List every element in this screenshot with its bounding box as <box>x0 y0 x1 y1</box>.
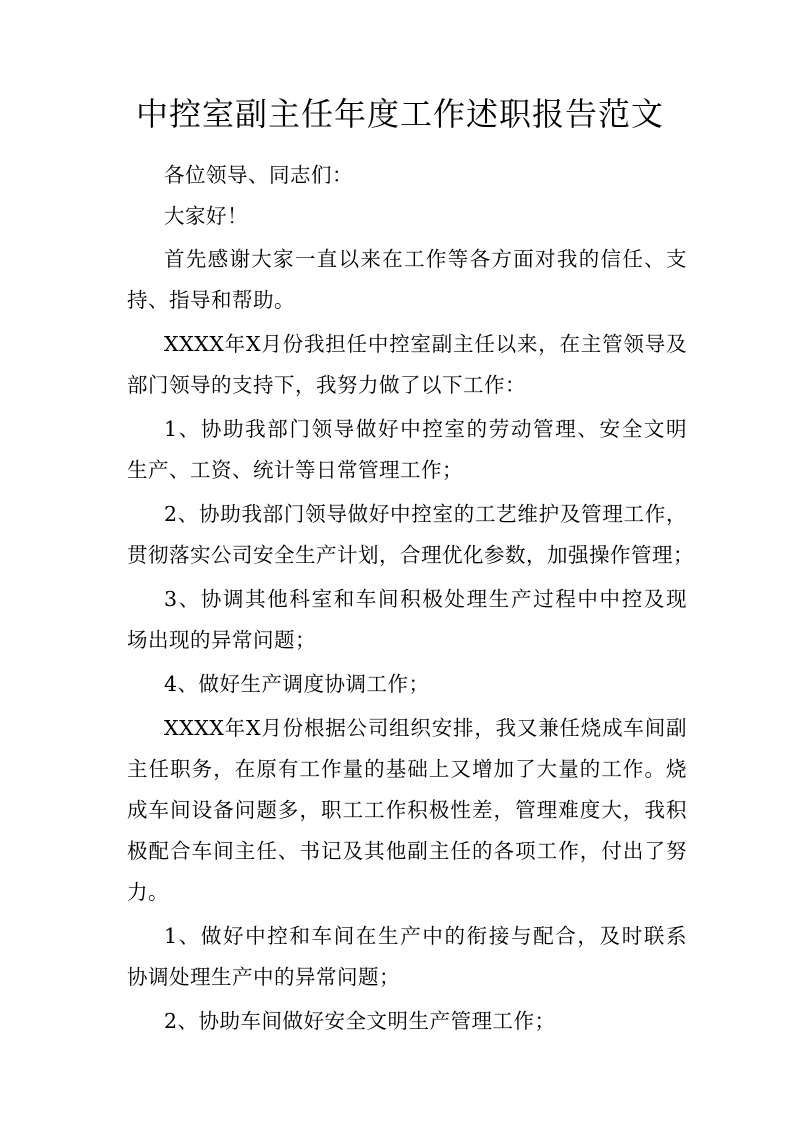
list-item-line: 生产、工资、统计等日常管理工作； <box>127 458 463 482</box>
paragraph-line: 持、指导和帮助。 <box>127 288 295 312</box>
paragraph-line: XXXX年X月份根据公司组织安排，我又兼任烧成车间副 <box>164 716 687 740</box>
paragraph-line: 部门领导的支持下，我努力做了以下工作： <box>127 373 526 397</box>
paragraph-line: 成车间设备问题多，职工工作积极性差，管理难度大，我积 <box>127 798 687 822</box>
list-item-line: 1、做好中控和车间在生产中的衔接与配合，及时联系 <box>164 924 687 948</box>
paragraph-line: 极配合车间主任、书记及其他副主任的各项工作，付出了努 <box>127 839 687 863</box>
list-item-line: 协调处理生产中的异常问题； <box>127 965 400 989</box>
list-item-line: 2、协助我部门领导做好中控室的工艺维护及管理工作， <box>164 502 687 526</box>
paragraph-line: XXXX年X月份我担任中控室副主任以来，在主管领导及 <box>164 332 687 356</box>
paragraph-line: 力。 <box>127 880 169 904</box>
list-item-line: 场出现的异常问题； <box>127 628 316 652</box>
document-title: 中控室副主任年度工作述职报告范文 <box>135 95 664 133</box>
salutation: 各位领导、同志们： <box>164 163 353 187</box>
greeting: 大家好！ <box>164 204 248 228</box>
list-item-line: 1、协助我部门领导做好中控室的劳动管理、安全文明 <box>164 417 687 441</box>
list-item-line: 2、协助车间做好安全文明生产管理工作； <box>164 1009 556 1033</box>
list-item-line: 4、做好生产调度协调工作； <box>164 672 430 696</box>
paragraph-line: 首先感谢大家一直以来在工作等各方面对我的信任、支 <box>164 247 687 271</box>
list-item-line: 贯彻落实公司安全生产计划，合理优化参数，加强操作管理； <box>127 543 694 567</box>
list-item-line: 3、协调其他科室和车间积极处理生产过程中中控及现 <box>164 587 687 611</box>
paragraph-line: 主任职务，在原有工作量的基础上又增加了大量的工作。烧 <box>127 757 687 781</box>
